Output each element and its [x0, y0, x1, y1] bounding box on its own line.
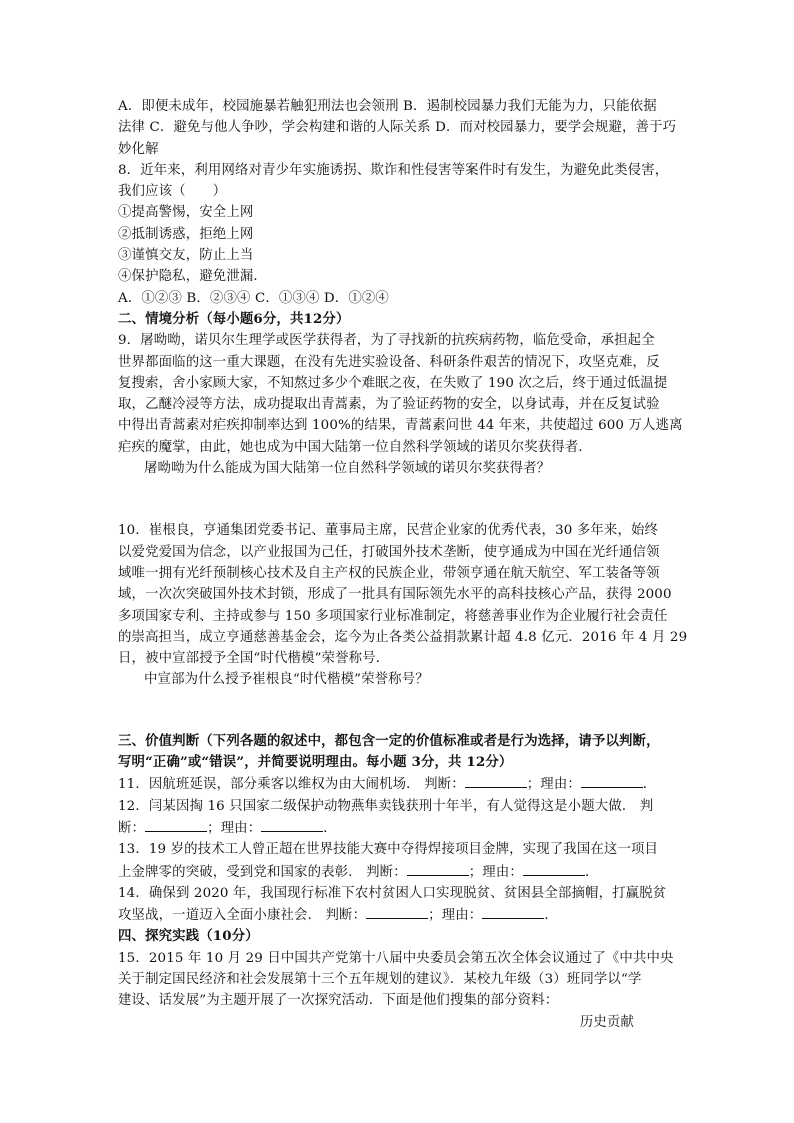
q14-judge-blank[interactable]	[366, 904, 428, 919]
q10-line6: 的崇高担当，成立亨通慈善基金会，迄今为止各类公益捐款累计超 4.8 亿元．2016 年 4 月 29	[118, 629, 688, 645]
q8-stem-line1: 8．近年来，利用网络对青少年实施诱拐、欺诈和性侵害等案件时有发生，为避免此类侵害，	[118, 162, 669, 178]
q14-end: ．	[544, 908, 558, 924]
q9-answer-space[interactable]	[118, 479, 678, 520]
q7-options-line1: A．即便未成年，校园施暴若触犯刑法也会领刑 B．遏制校园暴力我们无能为力，只能依据	[118, 99, 657, 114]
q12-judge-blank[interactable]	[145, 817, 207, 832]
q9-line3: 复搜索，舍小家顾大家，不知熬过多少个难眠之夜，在失败了 190 次之后，终于通过低温提	[118, 375, 668, 391]
q10-question: 中宣部为什么授予崔根良“时代楷模”荣誉称号？	[144, 672, 429, 688]
q12-line1: 12．闫某因掏 16 只国家二级保护动物燕隼卖钱获刑十年半，有人觉得这是小题大做． 判	[118, 798, 654, 814]
q9-line2: 世界都面临的这一重大课题，在没有先进实验设备、科研条件艰苦的情况下，攻坚克难，反	[118, 354, 660, 370]
section3-heading-line2: 写明“正确”或“错误”，并简要说明理由。每小题 3分，共 12分）	[118, 754, 513, 771]
section4-heading: 四、探究实践（10分）	[118, 928, 259, 945]
q10-line1: 10．崔根良，亨通集团党委书记、董事局主席，民营企业家的优秀代表，30 多年来，始终	[118, 523, 659, 539]
q14-judge-label: 判断：	[325, 908, 367, 924]
q8-stem-line2: 我们应该（ ）	[118, 184, 227, 200]
q13-text: 上金牌零的突破，受到党和国家的表彰．	[118, 864, 367, 880]
q9-line1: 9．屠呦呦，诺贝尔生理学或医学获得者，为了寻找新的抗疾病药物，临危受命，承担起全	[118, 333, 655, 349]
exam-page	[118, 96, 688, 1033]
q14-text: 攻坚战，一道迈入全面小康社会．	[118, 908, 326, 924]
q14-reason-label: ；理由：	[428, 908, 483, 924]
q15-line2: 关于制定国民经济和社会发展第十三个五年规划的建议》．某校九年级（3）班同学以“学	[118, 971, 642, 987]
q11-reason-label: ；理由：	[526, 777, 581, 793]
q9-line5: 中得出青蒿素对疟疾抑制率达到 100%的结果，青蒿素问世 44 年来，共使超过 600 万人逃离	[118, 418, 683, 434]
q11-line	[118, 773, 678, 795]
q7-options-line2: 法律 C．避免与他人争吵，学会构建和谐的人际关系 D．而对校园暴力，要学会规避，善于巧	[118, 120, 677, 136]
q12-reason-blank[interactable]	[261, 817, 323, 832]
q9-line6: 疟疾的魔掌，由此，她也成为中国大陆第一位自然科学领域的诺贝尔奖获得者．	[118, 439, 592, 455]
q11-judge-label: 判断：	[424, 777, 465, 793]
q8-item-3: ③谨慎交友，防止上当	[118, 248, 254, 264]
q13-judge-label: 判断：	[366, 864, 407, 880]
q8-options: A．①②③ B．②③④ C．①③④ D．①②④	[118, 290, 389, 306]
q13-line2	[118, 861, 678, 883]
q15-line3: 建设、话发展”为主题开展了一次探究活动．下面是他们搜集的部分资料：	[118, 993, 559, 1009]
q10-line2: 以爱党爱国为信念，以产业报国为己任，打破国外技术垄断，使亨通成为中国在光纤通信领	[118, 544, 660, 560]
q13-judge-blank[interactable]	[407, 861, 469, 876]
q14-reason-blank[interactable]	[482, 904, 544, 919]
q8-item-1: ①提高警惕，安全上网	[118, 205, 254, 221]
q14-line2	[118, 904, 678, 926]
q12-line2	[118, 817, 678, 839]
q8-item-4: ④保护隐私，避免泄漏．	[118, 269, 267, 285]
q12-end: ．	[323, 820, 337, 836]
q10-line4: 域，一次次突破国外技术封锁，形成了一批具有国际领先水平的高科技核心产品，获得 2000	[118, 587, 672, 603]
q12-judge-label: 断：	[118, 820, 146, 836]
q9-question: 屠呦呦为什么能成为国大陆第一位自然科学领域的诺贝尔奖获得者？	[144, 461, 551, 477]
section3-heading-line1: 三、价值判断（下列各题的叙述中，都包含一定的价值标准或者是行为选择，请予以判断，	[118, 732, 660, 749]
q10-line3: 域唯一拥有光纤预制核心技术及自主产权的民族企业，带领亨通在航天航空、军工装备等领	[118, 565, 660, 581]
q10-line7: 日，被中宣部授予全国“时代楷模”荣誉称号．	[118, 651, 390, 667]
q13-reason-blank[interactable]	[523, 861, 585, 876]
section2-heading: 二、情境分析（每小题6分，共12分）	[118, 310, 350, 327]
q7-options-line3: 妙化解	[118, 141, 159, 157]
q11-judge-blank[interactable]	[465, 773, 527, 788]
q11-end: ．	[642, 777, 657, 793]
q11-reason-blank[interactable]	[581, 773, 643, 788]
q13-reason-label: ；理由：	[468, 864, 523, 880]
q13-line1: 13．19 岁的技术工人曾正超在世界技能大赛中夺得焊接项目金牌，实现了我国在这一项目	[118, 842, 659, 858]
q15-line1: 15．2015 年 10 月 29 日中国共产党第十八届中央委员会第五次全体会议通过了《中共中央	[118, 950, 674, 966]
q14-line1: 14．确保到 2020 年，我国现行标准下农村贫困人口实现脱贫、贫困县全部摘帽，打赢脱贫	[118, 885, 667, 901]
q8-item-2: ②抵制诱惑，拒绝上网	[118, 226, 254, 242]
table-label-historical-contribution: 历史贡献	[579, 1014, 634, 1030]
q11-text: 11．因航班延误，部分乘客以维权为由大闹机场．	[118, 777, 425, 793]
q10-line5: 多项国家专利、主持或参与 150 多项国家行业标准制定，将慈善事业作为企业履行社会责任	[118, 608, 668, 624]
q10-answer-space[interactable]	[118, 691, 678, 731]
q13-end: ．	[584, 864, 599, 880]
q9-line4: 取，乙醚冷浸等方法，成功提取出青蒿素，为了验证药物的安全，以身试毒，并在反复试验	[118, 397, 660, 413]
q12-reason-label: ；理由：	[207, 820, 262, 836]
